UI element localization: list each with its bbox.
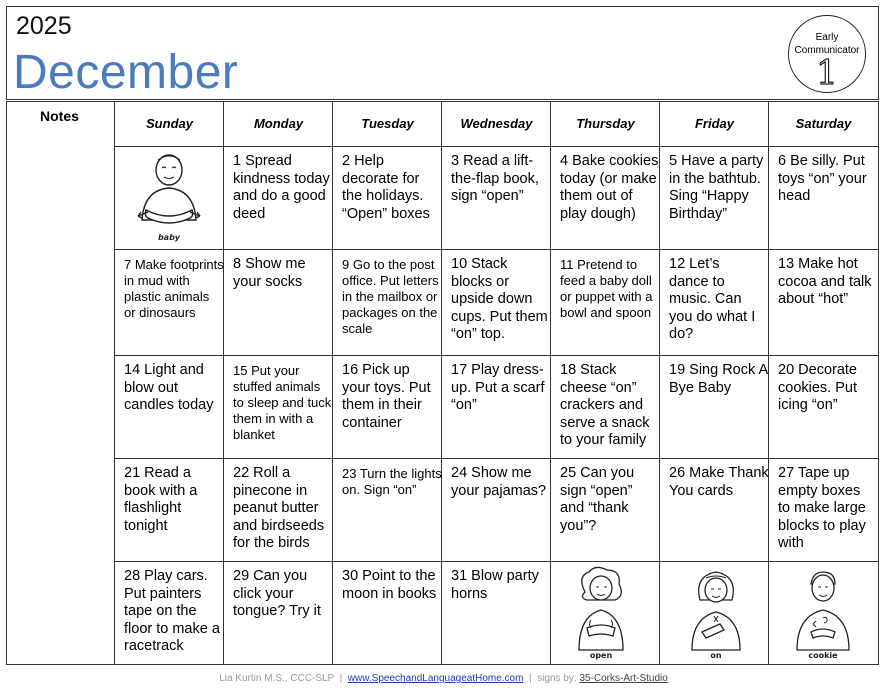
day-cell: 9 Go to the post office. Put letters in the mailbox or packages on the scale	[342, 257, 439, 336]
day-cell: 1 Spread kindness today and do a good deed	[233, 153, 330, 222]
day-friday: Friday	[694, 116, 734, 131]
day-cell: 17 Play dress-up. Put a scarf “on”	[451, 362, 545, 413]
day-cell: 6 Be silly. Put toys “on” your head	[778, 153, 867, 204]
day-cell: 13 Make hot cocoa and talk about “hot”	[778, 256, 872, 307]
day-cell: 25 Can you sign “open” and “thank you”?	[560, 465, 635, 534]
day-cell: 22 Roll a pinecone in peanut butter and birdseeds for the birds	[233, 465, 325, 551]
grid-line	[114, 146, 878, 147]
header	[6, 6, 879, 100]
year: 2025	[16, 12, 72, 40]
badge-line2: Communicator	[794, 45, 860, 56]
day-cell: 30 Point to the moon in books	[342, 568, 437, 602]
day-cell: 14 Light and blow out candles today	[124, 362, 214, 413]
day-cell: 2 Help decorate for the holidays. “Open” boxes	[342, 153, 430, 222]
website-link[interactable]: www.SpeechandLanguageatHome.com	[347, 673, 524, 684]
day-cell: 7 Make footprints in mud with plastic animals or dinosaurs	[124, 257, 224, 320]
footer-author: Lia Kurtin M.S., CCC-SLP	[219, 673, 335, 684]
day-cell: 26 Make Thank You cards	[669, 465, 769, 499]
sign-label-open: open	[589, 651, 613, 660]
grid-line	[114, 249, 878, 250]
day-cell: 27 Tape up empty boxes to make large blocks to play with	[778, 465, 866, 551]
day-cell: 19 Sing Rock A Bye Baby	[669, 362, 768, 396]
day-cell: 3 Read a lift-the-flap book, sign “open”	[451, 153, 539, 204]
day-saturday: Saturday	[795, 116, 852, 131]
grid-line	[114, 355, 878, 356]
day-tuesday: Tuesday	[361, 116, 414, 131]
day-sunday: Sunday	[146, 116, 193, 131]
sign-label-cookie: cookie	[808, 651, 838, 660]
grid-line	[114, 458, 878, 459]
month-title: December	[13, 46, 239, 99]
day-thursday: Thursday	[576, 116, 635, 131]
day-cell: 16 Pick up your toys. Put them in their container	[342, 362, 431, 431]
day-cell: 31 Blow party horns	[451, 568, 539, 602]
cookie-sign-illustration	[789, 566, 857, 662]
sign-label-baby: baby	[157, 233, 181, 242]
grid-line	[114, 102, 115, 664]
open-sign-illustration	[573, 566, 629, 662]
day-cell: 23 Turn the lights on. Sign “on”	[342, 466, 442, 497]
day-cell: 21 Read a book with a flashlight tonight	[124, 465, 198, 534]
footer-separator: |	[529, 673, 532, 684]
day-wednesday: Wednesday	[460, 116, 533, 131]
day-cell: 8 Show me your socks	[233, 256, 306, 290]
on-sign-illustration	[686, 566, 746, 662]
sign-label-on: on	[710, 651, 722, 660]
day-cell: 24 Show me your pajamas?	[451, 465, 547, 499]
day-cell: 29 Can you click your tongue? Try it	[233, 568, 321, 619]
grid-line	[114, 561, 878, 562]
day-cell: 18 Stack cheese “on” crackers and serve a snack to your family	[560, 362, 650, 448]
badge-line1: Early	[815, 32, 839, 43]
day-cell: 4 Bake cookies today (or make them out of play dough)	[560, 153, 659, 222]
day-cell: 15 Put your stuffed animals to sleep and tuck them in with a blanket	[233, 363, 332, 442]
day-cell: 20 Decorate cookies. Put icing “on”	[778, 362, 857, 413]
footer-separator: |	[339, 673, 343, 684]
day-cell: 28 Play cars. Put painters tape on the floor to make a racetrack	[124, 568, 220, 654]
notes-label: Notes	[40, 108, 79, 124]
day-cell: 11 Pretend to feed a baby doll or puppet with a bowl and spoon	[560, 257, 653, 320]
badge-number: 1	[816, 53, 838, 93]
level-badge	[788, 15, 866, 93]
baby-sign-illustration	[132, 150, 206, 244]
day-cell: 10 Stack blocks or upside down cups. Put them “on” top.	[451, 256, 548, 342]
footer	[0, 673, 887, 684]
day-monday: Monday	[253, 116, 304, 131]
day-cell: 5 Have a party in the bathtub. Sing “Happy Birthday”	[669, 153, 764, 222]
signs-prefix: signs by:	[537, 673, 577, 684]
signs-credit-link[interactable]: 35-Corks-Art-Studio	[579, 673, 668, 684]
day-cell: 12 Let’s dance to music. Can you do what I do?	[669, 256, 756, 342]
